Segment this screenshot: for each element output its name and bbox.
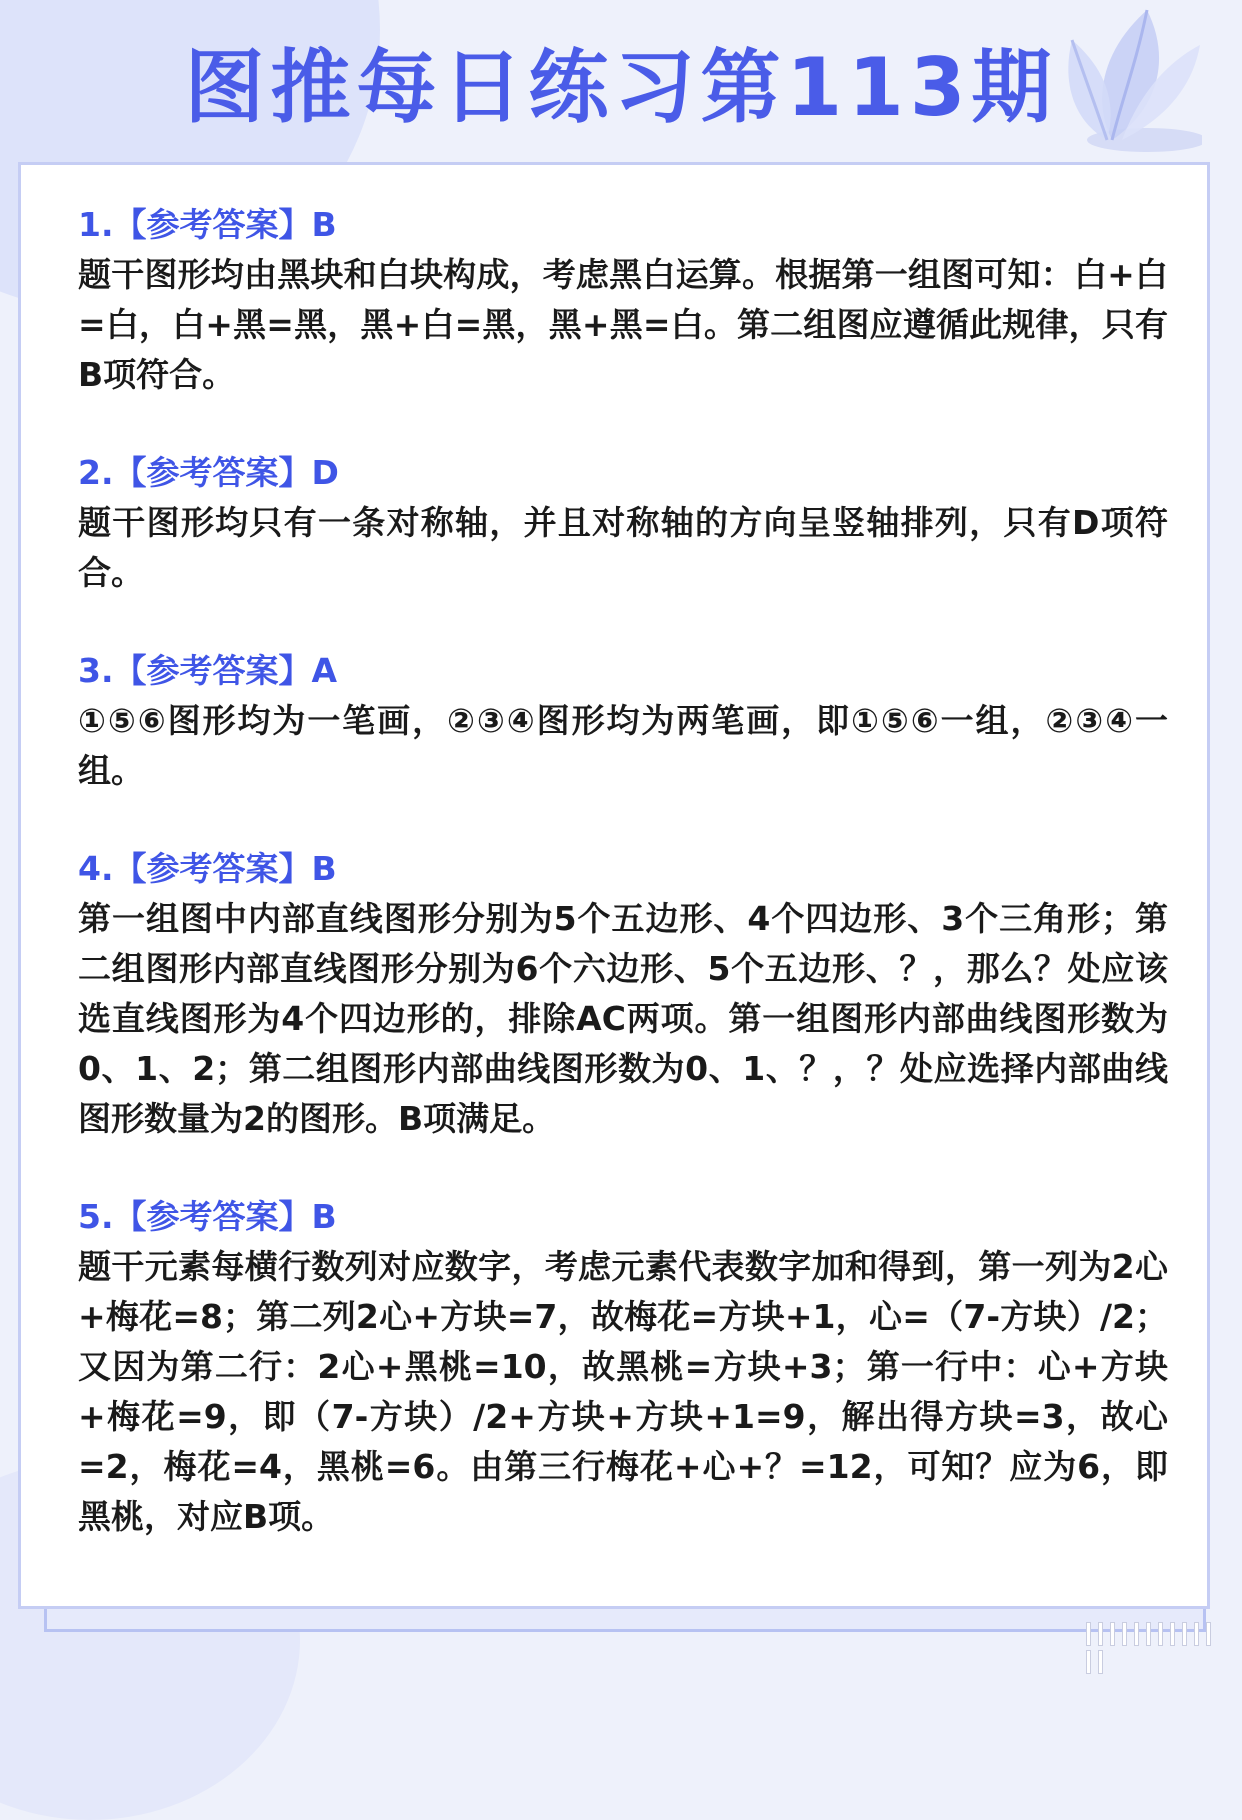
answer-heading: 2.【参考答案】D (78, 453, 339, 492)
answer-heading: 5.【参考答案】B (78, 1197, 337, 1236)
answer-explanation: ①⑤⑥图形均为一笔画，②③④图形均为两笔画，即①⑤⑥一组，②③④一组。 (78, 701, 1168, 790)
answer-item (78, 646, 1168, 796)
answer-explanation: 题干图形均由黑块和白块构成，考虑黑白运算。根据第一组图可知：白+白=白，白+黑=黑，黑+白=黑，黑+黑=白。第二组图应遵循此规律，只有B项符合。 (78, 255, 1168, 394)
watermark-icon (1086, 1622, 1226, 1648)
answers-list (78, 200, 1168, 1542)
answer-explanation: 题干图形均只有一条对称轴，并且对称轴的方向呈竖轴排列，只有D项符合。 (78, 503, 1168, 592)
answer-heading: 1.【参考答案】B (78, 205, 337, 244)
page-title: 图推每日练习第113期 (184, 41, 1058, 134)
answer-item (78, 200, 1168, 400)
answer-item (78, 448, 1168, 598)
answer-explanation: 第一组图中内部直线图形分别为5个五边形、4个四边形、3个三角形；第二组图形内部直线图形分别为6个六边形、5个五边形、？，那么？处应该选直线图形为4个四边形的，排除AC两项。第一组图形内部曲线图形数为0、1、2；第二组图形内部曲线图形数为0、1、？，？处应选择内部曲线图形数量为2的图形。B项满足。 (78, 899, 1168, 1138)
answer-heading: 4.【参考答案】B (78, 849, 337, 888)
answer-item (78, 1192, 1168, 1542)
answer-item (78, 844, 1168, 1144)
answer-explanation: 题干元素每横行数列对应数字，考虑元素代表数字加和得到，第一列为2心+梅花=8；第二列2心+方块=7，故梅花=方块+1，心=（7-方块）/2；又因为第二行：2心+黑桃=10，故黑桃=方块+3；第一行中：心+方块+梅花=9，即（7-方块）/2+方块+方块+1=9，解出得方块=3，故心=2，梅花=4，黑桃=6。由第三行梅花+心+？=12，可知？应为6，即黑桃，对应B项。 (78, 1247, 1168, 1536)
answer-heading: 3.【参考答案】A (78, 651, 338, 690)
